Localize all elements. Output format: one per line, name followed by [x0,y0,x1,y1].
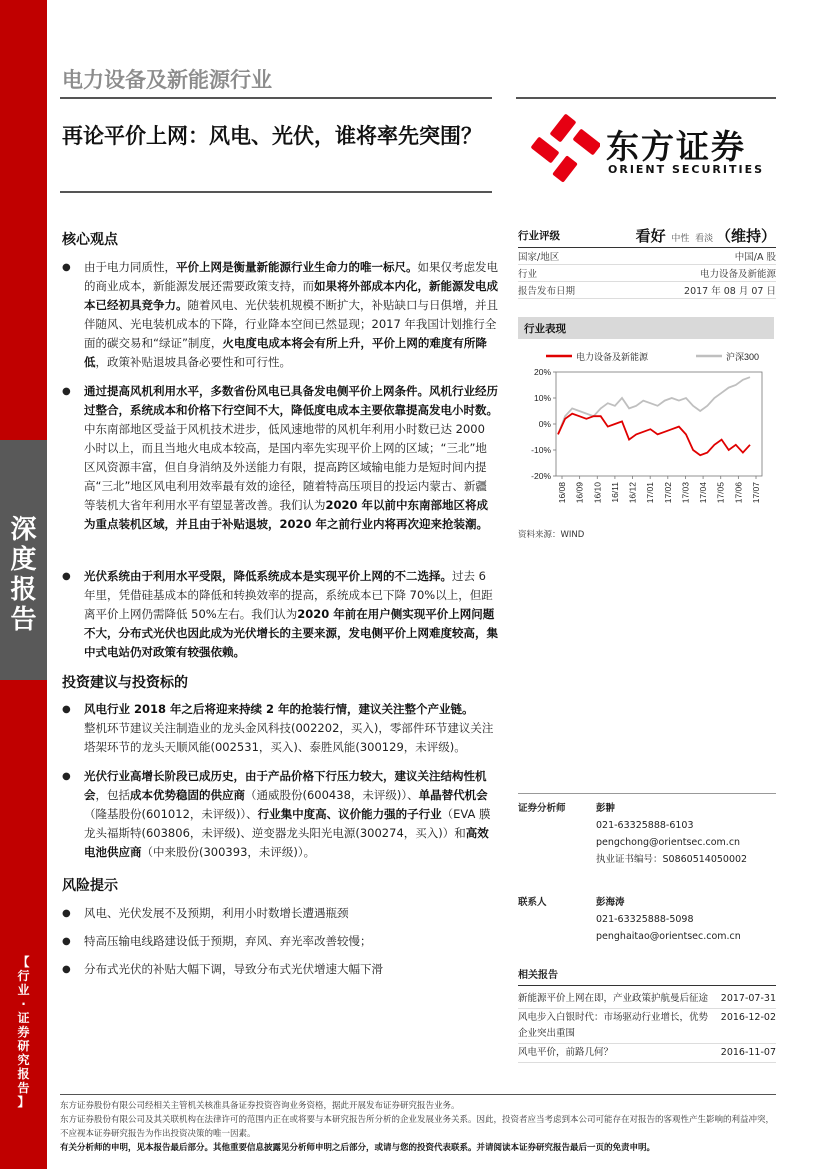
y-tick-label: -20% [531,471,551,481]
invest-point-1: ● 风电行业 2018 年之后将迎来持续 2 年的抢装行情，建议关注整个产业链。 整机环节建议关注制造业的龙头金风科技(002202，买入)，零部件环节建议关注塔架环节的龙头天顺风能(002531，买入)、泰胜风能(300129，未评级)。 [62,702,494,754]
x-tick-label: 17/05 [715,482,726,504]
series-line [558,414,750,456]
series-line [558,377,750,434]
info-row: 报告发布日期 2017 年 08 月 07 日 [518,282,776,299]
y-tick-label: 10% [533,393,551,403]
logo-cn: 东方证券 [606,127,746,166]
x-tick-label: 16/12 [627,482,638,504]
x-tick-label: 17/03 [680,482,691,504]
report-item[interactable]: 风电步入白银时代：市场驱动行业增长，优势企业突出重围 2016-12-02 [518,1009,776,1044]
x-tick-label: 16/08 [557,482,567,504]
x-tick-label: 16/09 [574,482,585,504]
chart-source: 资料来源：WIND [518,530,585,540]
legend-label: 电力设备及新能源 [576,352,649,362]
core-title: 核心观点 [62,232,118,248]
report-type-label: 【 行 业 · 证 券 研 究 报 告 】 [17,955,30,1109]
rating-row: 行业评级 看好 中性 看淡 （维持） [518,224,776,248]
bullet-icon: ● [62,908,71,919]
related-reports: 相关报告 新能源平价上网在即，产业政策护航曼后征途 2017-07-31 风电步入白银时代：市场驱动行业增长，优势企业突出重围 2016-12-02 风电平价，前路几何？ 2016-11-07 [518,966,776,1063]
bullet-icon: ● [62,571,71,582]
analyst-email-link[interactable]: pengchong@orientsec.com.cn [596,837,741,848]
risk-item: ● 风电、光伏发展不及预期，利用小时数增长遭遇瓶颈 [62,904,498,923]
y-tick-label: 20% [533,367,551,377]
risk-item: ● 特高压输电线路建设低于预期，弃风、弃光率改善较慢； [62,932,498,951]
rating-table [518,224,776,299]
core-point-1: ● 由于电力同质性，平价上网是衡量新能源行业生命力的唯一标尺。如果仅考虑发电的商业成本，新能源发展还需要政策支持，而如果将外部成本内化，新能源发电成本已经初具竞争力。随着风电、光伏装机规模不断扩大，补贴缺口与日俱增，并且伴随风、光电装机成本的下降，行业降本空间已然显现；2017 年我国计划推行全面的碳交易和“绿证”制度，火电度电成本将会有所上升，平价上网的难度有所降低，政策补贴退坡具备必要性和可行性。 [62,260,498,369]
divider [60,1094,776,1095]
bullet-icon: ● [62,262,71,273]
logo-en: ORIENT SECURITIES [608,163,765,176]
x-tick-label: 16/10 [592,482,603,504]
core-point-3: ● 光伏系统由于利用水平受限，降低系统成本是实现平价上网的不二选择。过去 6 年里，凭借硅基成本的降低和转换效率的提高，系统成本已下降 70%以上，但距离平价上网仍需降低 50%左右。我们认为2020 年前在用户侧实现平价上网问题不大，分布式光伏也因此成为光伏增长的主要来源，发电侧平价上网难度较高，集中式电站仍对政策有较强依赖。 [62,569,498,659]
company-logo [528,113,778,183]
logo-mark-icon [528,113,600,183]
disclaimer: 东方证券股份有限公司经相关主管机关核准具备证券投资咨询业务资格，据此开展发布证券研究报告业务。 东方证券股份有限公司及其关联机构在法律许可的范围内正在或将要与本研究报告所分析的企业发展业务关系。因此，投资者应当考虑到本公司可能存在对报告的客观性产生影响的利益冲突，不应视本证券研究报告为作出投资决策的唯一因素。 有关分析师的申明，见本报告最后部分。其他重要信息披露见分析师申明之后部分，或请与您的投资代表联系。并请阅读本证券研究报告最后一页的免责申明。 [60,1101,775,1153]
bullet-icon: ● [62,386,71,397]
risk-title: 风险提示 [62,878,118,894]
x-tick-label: 17/04 [698,482,709,504]
invest-title: 投资建议与投资标的 [62,675,188,691]
divider [60,191,492,193]
x-tick-label: 17/06 [733,482,744,504]
info-row: 行业 电力设备及新能源 [518,265,776,282]
info-row: 国家/地区 中国/A 股 [518,248,776,265]
performance-chart [518,342,774,522]
core-point-2: ● 通过提高风机利用水平，多数省份风电已具备发电侧平价上网条件。风机行业经历过整合，系统成本和价格下行空间不大，降低度电成本主要依靠提高发电小时数。中东南部地区受益于风机技术进步，低风速地带的风机年利用小时数已达 2000 小时以上，而且当地火电成本较高，是国内率先实现平价上网的区域；“三北”地区风资源丰富，但自身消纳及外送能力有限，提高跨区域输电能力是短时间内提高“三北”地区风电利用效率最有效的途径，随着特高压项目的投运内蒙古、新疆等装机大省年利用水平有望显著改善。我们认为2020 年以前中东南部地区将成为重点装机区域，并且由于补贴退坡，2020 年之前行业内将再次迎来抢装潮。 [62,384,498,531]
x-tick-label: 17/02 [662,482,673,504]
invest-point-2: ● 光伏行业高增长阶段已成历史，由于产品价格下行压力较大，建议关注结构性机会，包括成本优势稳固的供应商（通威股份(600438，未评级)）、单晶替代机会（隆基股份(601012，未评级)）、行业集中度高、议价能力强的子行业（EVA 膜龙头福斯特(603806，未评级)、逆变器龙头阳光电源(300274，买入)）和高效电池供应商（中来股份(300393，未评级)）。 [62,769,491,859]
divider [518,793,776,794]
deep-report-label: 深 度 报 告 [10,515,37,635]
legend-label: 沪深300 [726,352,760,362]
bullet-icon: ● [62,704,71,715]
bullet-icon: ● [62,936,71,947]
divider [516,97,776,99]
report-item[interactable]: 新能源平价上网在即，产业政策护航曼后征途 2017-07-31 [518,990,776,1009]
x-tick-label: 17/07 [751,482,761,504]
x-tick-label: 16/11 [609,482,620,503]
report-title: 再论平价上网：风电、光伏，谁将率先突围？ [62,124,482,148]
performance-header: 行业表现 [518,317,774,339]
contact-email-link[interactable]: penghaitao@orientsec.com.cn [596,931,741,942]
bullet-icon: ● [62,964,71,975]
risk-item: ● 分布式光伏的补贴大幅下调，导致分布式光伏增速大幅下滑 [62,960,498,979]
industry-name: 电力设备及新能源行业 [62,68,272,92]
y-tick-label: 0% [538,419,551,429]
divider [60,97,492,99]
x-tick-label: 17/01 [645,482,656,504]
bullet-icon: ● [62,771,71,782]
y-tick-label: -10% [531,445,551,455]
report-item[interactable]: 风电平价，前路几何？ 2016-11-07 [518,1044,776,1063]
